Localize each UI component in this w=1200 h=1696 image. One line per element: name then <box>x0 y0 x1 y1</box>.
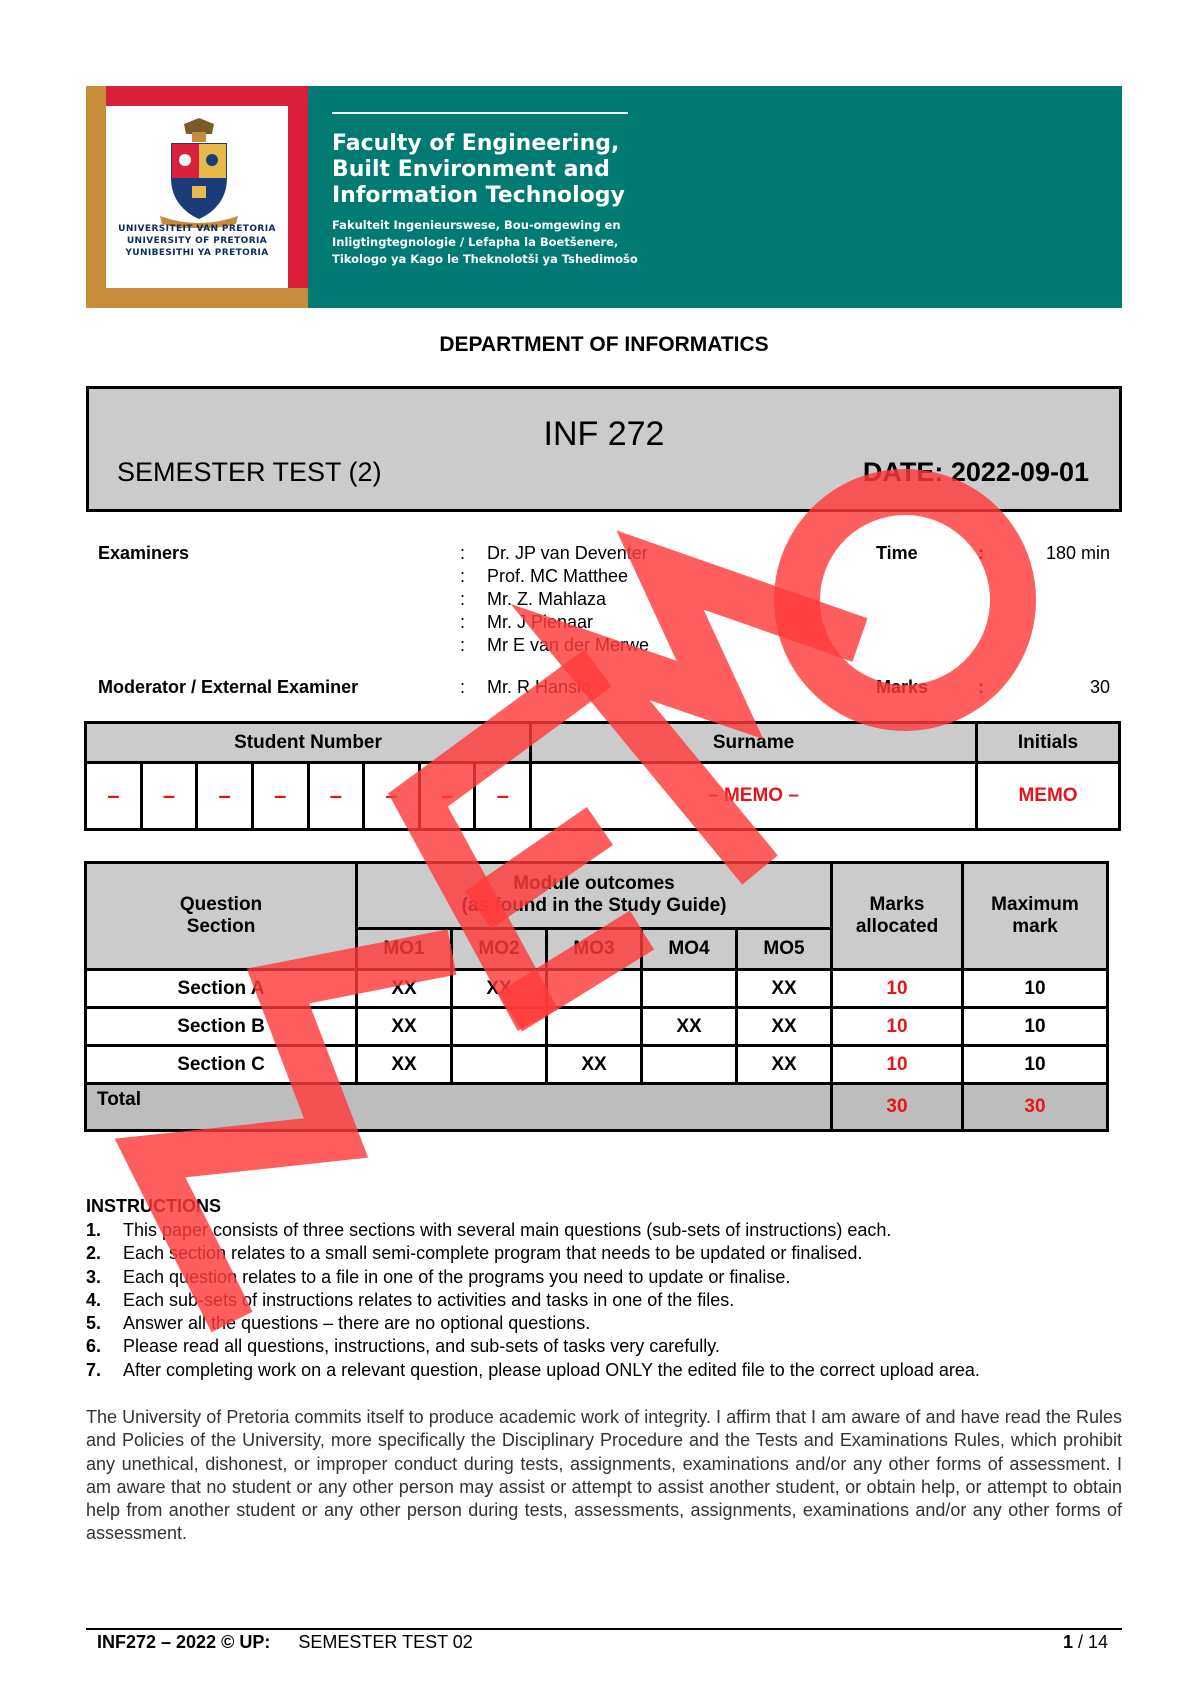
header-line: Marks <box>869 894 925 915</box>
mo5-header: MO5 <box>737 928 832 969</box>
list-item <box>86 1242 1122 1265</box>
total-maximum: 30 <box>963 1084 1108 1131</box>
section-label: Section B <box>86 1008 357 1046</box>
examiner-name: Mr. Z. Mahlaza <box>487 589 607 609</box>
header-line: allocated <box>855 916 939 937</box>
mo4-header: MO4 <box>642 928 737 969</box>
mo-cell: XX <box>357 970 452 1008</box>
university-name-english: UNIVERSITY OF PRETORIA <box>126 236 268 246</box>
colon: : <box>460 589 466 609</box>
mo-cell: XX <box>357 1046 452 1084</box>
mo-cell: XX <box>547 1046 642 1084</box>
colon: : <box>460 635 466 655</box>
mo-cell: XX <box>452 970 547 1008</box>
table-row <box>86 1008 1108 1046</box>
university-name-sepedi: YUNIBESITHI YA PRETORIA <box>125 248 269 258</box>
item-text: Please read all questions, instructions, and sub-sets of tasks very carefully. <box>123 1336 720 1357</box>
section-label: Section A <box>86 970 357 1008</box>
surname-header: Surname <box>531 723 977 763</box>
student-number-digit: – <box>364 763 420 830</box>
student-number-digit: – <box>419 763 475 830</box>
integrity-statement: The University of Pretoria commits itself to produce academic work of integrity. I affirm that I am aware of and have read the Rules and Policies of the University, more specifically the Disciplinary Procedure and the Tests and Examinations Rules, which prohibit any unethical, dishonest, or improper conduct during tests, assignments, examinations and/or any other forms of assessment. I am aware that no student or any other person may assist or attempt to assist another student, or obtain help, or attempt to obtain help from another student or any other person during tests, assessments, assignments, examinations and/or any other forms of assessment. <box>86 1407 1122 1544</box>
item-number: 2. <box>86 1243 102 1264</box>
student-number-digit: – <box>197 763 253 830</box>
header-line: mark <box>1012 916 1058 937</box>
time-value: 180 min <box>1045 543 1110 563</box>
mo-cell <box>642 1046 737 1084</box>
time-label: Time <box>876 543 918 563</box>
marks-label: Marks <box>876 677 929 697</box>
maximum-mark-cell: 10 <box>963 1046 1108 1084</box>
item-number: 7. <box>86 1359 102 1380</box>
examiner-name: Prof. MC Matthee <box>487 566 629 586</box>
mo3-header: MO3 <box>547 928 642 969</box>
item-number: 1. <box>86 1220 102 1240</box>
item-number: 5. <box>86 1313 102 1334</box>
faculty-subtitle-line: Inligtingtegnologie / Lefapha la Boetšenere, <box>332 235 619 249</box>
maximum-mark-header <box>963 863 1108 970</box>
question-section-header <box>86 863 357 970</box>
list-item <box>86 1289 1122 1312</box>
faculty-title-line: Information Technology <box>332 183 625 208</box>
item-number: 6. <box>86 1336 102 1357</box>
mo-cell <box>452 1008 547 1046</box>
test-date: DATE: 2022-09-01 <box>862 457 1089 487</box>
section-label: Section C <box>86 1046 357 1084</box>
item-text: Answer all the questions – there are no optional questions. <box>123 1313 591 1334</box>
total-row <box>86 1084 1108 1131</box>
mo-cell: XX <box>737 1008 832 1046</box>
faculty-title-line: Faculty of Engineering, <box>332 131 620 156</box>
marks-value: 30 <box>1089 677 1110 697</box>
marks-allocated-cell: 10 <box>832 1046 963 1084</box>
department-heading: DEPARTMENT OF INFORMATICS <box>439 333 769 356</box>
maximum-mark-cell: 10 <box>963 970 1108 1008</box>
colon: : <box>978 677 984 697</box>
total-allocated: 30 <box>832 1084 963 1131</box>
mo-cell: XX <box>357 1008 452 1046</box>
moderator-label: Moderator / External Examiner <box>98 677 359 697</box>
item-text: After completing work on a relevant question, please upload ONLY the edited file to the correct upload area. <box>123 1359 980 1380</box>
student-details-table <box>84 721 1121 831</box>
footer-course: INF272 – 2022 © UP: <box>97 1632 271 1652</box>
student-number-digit: – <box>475 763 531 830</box>
university-crest-icon <box>154 116 244 228</box>
colon: : <box>460 543 466 563</box>
mo1-header: MO1 <box>357 928 452 969</box>
header-line: (as found in the Study Guide) <box>461 895 727 917</box>
module-outcomes-header <box>357 863 832 929</box>
colon: : <box>460 677 466 697</box>
footer-rule <box>86 1628 1122 1630</box>
list-item <box>86 1219 1122 1242</box>
page-total: / 14 <box>1072 1632 1108 1652</box>
initials-header: Initials <box>977 723 1120 763</box>
faculty-subtitle-line: Fakulteit Ingenieurswese, Bou-omgewing en <box>332 218 621 232</box>
item-text: This paper consists of three sections with several main questions (sub-sets of instructions) each. <box>123 1220 892 1240</box>
page-number <box>1063 1632 1108 1653</box>
mo-cell <box>547 970 642 1008</box>
student-number-digit: – <box>308 763 364 830</box>
header-line: Module outcomes <box>513 873 675 895</box>
header-line: Maximum <box>991 894 1079 915</box>
item-text: Each question relates to a file in one of the programs you need to update or finalise. <box>123 1266 791 1287</box>
university-name-afrikaans: UNIVERSITEIT VAN PRETORIA <box>118 224 276 234</box>
student-number-digit: – <box>141 763 197 830</box>
colon: : <box>460 566 466 586</box>
colon: : <box>460 612 466 632</box>
examiner-name: Mr E van der Merwe <box>487 635 650 655</box>
list-item <box>86 1312 1122 1335</box>
colon: : <box>978 543 984 563</box>
mo-cell: XX <box>737 1046 832 1084</box>
table-row <box>86 970 1108 1008</box>
footer-left <box>97 1632 473 1653</box>
maximum-mark-cell: 10 <box>963 1008 1108 1046</box>
instructions-heading: INSTRUCTIONS <box>86 1196 221 1216</box>
mo2-header: MO2 <box>452 928 547 969</box>
test-name: SEMESTER TEST (2) <box>117 457 382 487</box>
faculty-subtitle-line: Tikologo ya Kago le Theknolotši ya Tshedimošo <box>332 252 638 266</box>
header-line: Section <box>186 916 256 937</box>
faculty-banner <box>86 86 1122 308</box>
surname-value: – MEMO – <box>531 763 977 830</box>
list-item <box>86 1335 1122 1358</box>
page-current: 1 <box>1062 1632 1073 1652</box>
list-item <box>86 1359 1122 1382</box>
course-code: INF 272 <box>543 415 665 453</box>
item-number: 4. <box>86 1289 102 1310</box>
table-row <box>86 1046 1108 1084</box>
list-item <box>86 1266 1122 1289</box>
marks-allocated-cell: 10 <box>832 970 963 1008</box>
marks-allocated-cell: 10 <box>832 1008 963 1046</box>
mo-cell <box>642 970 737 1008</box>
item-text: Each sub-sets of instructions relates to activities and tasks in one of the files. <box>123 1289 735 1310</box>
examiners-label: Examiners <box>98 543 190 563</box>
header-line: Question <box>179 894 263 915</box>
student-number-digit: – <box>252 763 308 830</box>
examiner-name: Dr. JP van Deventer <box>487 543 648 563</box>
marks-allocated-header <box>832 863 963 970</box>
student-number-header: Student Number <box>86 723 531 763</box>
item-text: Each section relates to a small semi-complete program that needs to be updated or finalised. <box>123 1243 863 1264</box>
mo-cell <box>452 1046 547 1084</box>
instructions-list <box>86 1219 1122 1382</box>
title-box <box>86 386 1122 512</box>
footer-test: SEMESTER TEST 02 <box>298 1632 473 1652</box>
moderator-value: Mr. R Hanslo <box>487 677 592 697</box>
mo-cell: XX <box>642 1008 737 1046</box>
mo-cell <box>547 1008 642 1046</box>
marks-table <box>84 861 1109 1132</box>
faculty-rule <box>332 112 628 114</box>
student-number-digit: – <box>86 763 142 830</box>
item-number: 3. <box>86 1266 102 1287</box>
initials-value: MEMO <box>977 763 1120 830</box>
mo-cell: XX <box>737 970 832 1008</box>
examiner-name: Mr. J Pienaar <box>487 612 594 632</box>
total-label: Total <box>86 1084 832 1131</box>
faculty-title-line: Built Environment and <box>332 157 610 182</box>
